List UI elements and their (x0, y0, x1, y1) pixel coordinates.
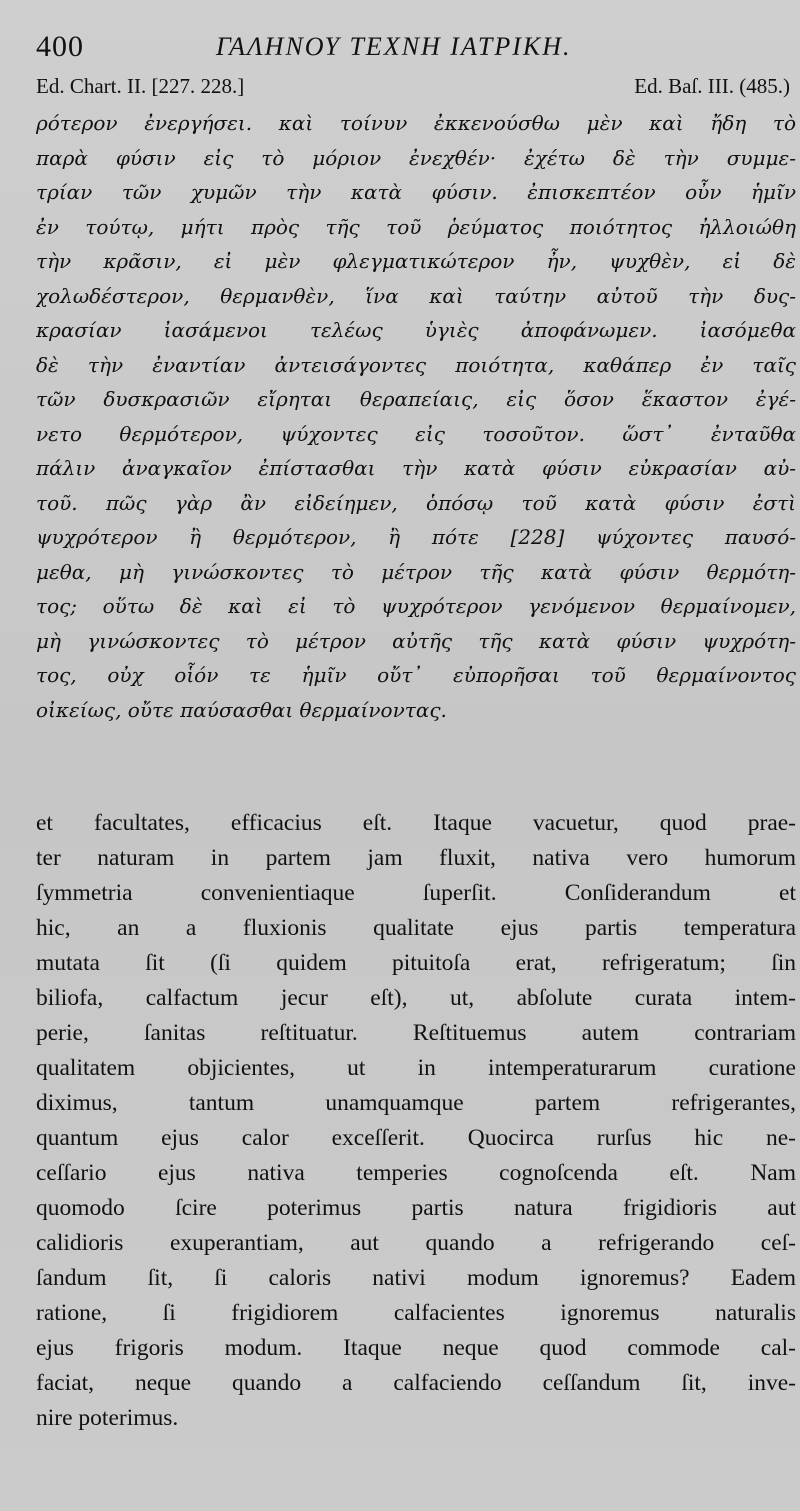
greek-line: μὴ γινώσκοντες τὸ μέτρον αὐτῆς τῆς κατὰ φύσιν ψυχρότη- (36, 628, 796, 653)
greek-line: τος, οὐχ οἷόν τε ἡμῖν οὔτ᾽ εὐπορῆσαι τοῦ θερμαίνοντος (36, 663, 796, 687)
greek-line: τὴν κρᾶσιν, εἰ μὲν φλεγματικώτερον ἦν, ψυχθὲν, εἰ δὲ (36, 249, 796, 273)
latin-line: ſymmetria convenientiaque ſuperſit. Conſiderandum et (36, 880, 796, 906)
running-header (36, 28, 796, 68)
greek-line: τος; οὕτω δὲ καὶ εἰ τὸ ψυχρότερον γενόμενον θερμαίνομεν, (36, 594, 796, 618)
latin-line: ſandum ſit, ſi caloris nativi modum ignoremus? Eadem (36, 1265, 796, 1291)
greek-line: παρὰ φύσιν εἰς τὸ μόριον ἐνεχθέν· ἐχέτω δὲ τὴν συμμε- (36, 145, 796, 170)
edition-chartier: Ed. Chart. II. [227. 228.] (36, 74, 245, 98)
page-number: 400 (36, 30, 84, 63)
greek-line: τοῦ. πῶς γὰρ ἂν εἰδείημεν, ὁπόσῳ τοῦ κατὰ φύσιν ἐστὶ (36, 490, 796, 515)
latin-line: calidioris exuperantiam, aut quando a refrigerando ceſ- (36, 1230, 796, 1256)
latin-line: perie, ſanitas reſtituatur. Reſtituemus autem contrariam (36, 1020, 796, 1046)
greek-line: χολωδέστερον, θερμανθὲν, ἵνα καὶ ταύτην αὐτοῦ τὴν δυς- (36, 283, 796, 308)
greek-line: πάλιν ἀναγκαῖον ἐπίστασθαι τὴν κατὰ φύσιν εὐκρασίαν αὐ- (36, 456, 796, 480)
latin-line: faciat, neque quando a calfaciendo ceſſandum ſit, inve- (36, 1370, 796, 1396)
greek-line: κρασίαν ἰασάμενοι τελέως ὑγιὲς ἀποφάνωμεν. ἰασόμεθα (36, 318, 796, 342)
latin-line: quomodo ſcire poterimus partis natura frigidioris aut (36, 1195, 796, 1221)
latin-line: quantum ejus calor exceſſerit. Quocirca rurſus hic ne- (36, 1125, 796, 1151)
latin-line: mutata ſit (ſi quidem pituitoſa erat, refrigeratum; ſin (36, 950, 796, 976)
latin-line: ceſſario ejus nativa temperies cognoſcenda eſt. Nam (36, 1160, 796, 1186)
latin-line: nire poterimus. (36, 1405, 179, 1431)
latin-line: diximus, tantum unamquamque partem refrigerantes, (36, 1090, 796, 1116)
latin-line: ejus frigoris modum. Itaque neque quod commode cal- (36, 1335, 796, 1361)
greek-line: μεθα, μὴ γινώσκοντες τὸ μέτρον τῆς κατὰ φύσιν θερμότη- (36, 559, 796, 584)
edition-references (36, 74, 796, 104)
edition-basel: Ed. Baſ. III. (485.) (634, 74, 790, 98)
running-title: ΓΑΛΗΝΟΥ ΤΕΧΝΗ ΙΑΤΡΙΚΗ. (216, 32, 572, 61)
latin-line: hic, an a fluxionis qualitate ejus partis temperatura (36, 915, 796, 941)
greek-line: τῶν δυσκρασιῶν εἴρηται θεραπείαις, εἰς ὅσον ἕκαστον ἐγέ- (36, 387, 796, 411)
greek-line: τρίαν τῶν χυμῶν τὴν κατὰ φύσιν. ἐπισκεπτέον οὖν ἡμῖν (36, 180, 796, 204)
latin-line: biliofa, calfactum jecur eſt), ut, abſolute curata intem- (36, 985, 796, 1011)
greek-text-block (36, 106, 796, 727)
latin-text-block (36, 806, 796, 1436)
latin-line: ratione, ſi frigidiorem calfacientes ignoremus naturalis (36, 1300, 796, 1326)
greek-line: ἐν τούτῳ, μήτι πρὸς τῆς τοῦ ῥεύματος ποιότητος ἠλλοιώθη (36, 214, 796, 239)
latin-line: qualitatem objicientes, ut in intemperaturarum curatione (36, 1055, 796, 1081)
greek-line: ψυχρότερον ἢ θερμότερον, ἢ πότε [228] ψύχοντες παυσό- (36, 525, 796, 549)
latin-line: et facultates, efficacius eſt. Itaque vacuetur, quod prae- (36, 810, 796, 836)
greek-line: ρότερον ἐνεργήσει. καὶ τοίνυν ἐκκενούσθω μὲν καὶ ἤδη τὸ (36, 111, 796, 135)
greek-line: νετο θερμότερον, ψύχοντες εἰς τοσοῦτον. ὥστ᾽ ἐνταῦθα (36, 421, 796, 446)
greek-line: δὲ τὴν ἐναντίαν ἀντεισάγοντες ποιότητα, καθάπερ ἐν ταῖς (36, 352, 796, 377)
latin-line: ter naturam in partem jam fluxit, nativa vero humorum (36, 845, 796, 871)
greek-line: οἰκείως, οὔτε παύσασθαι θερμαίνοντας. (36, 697, 447, 722)
